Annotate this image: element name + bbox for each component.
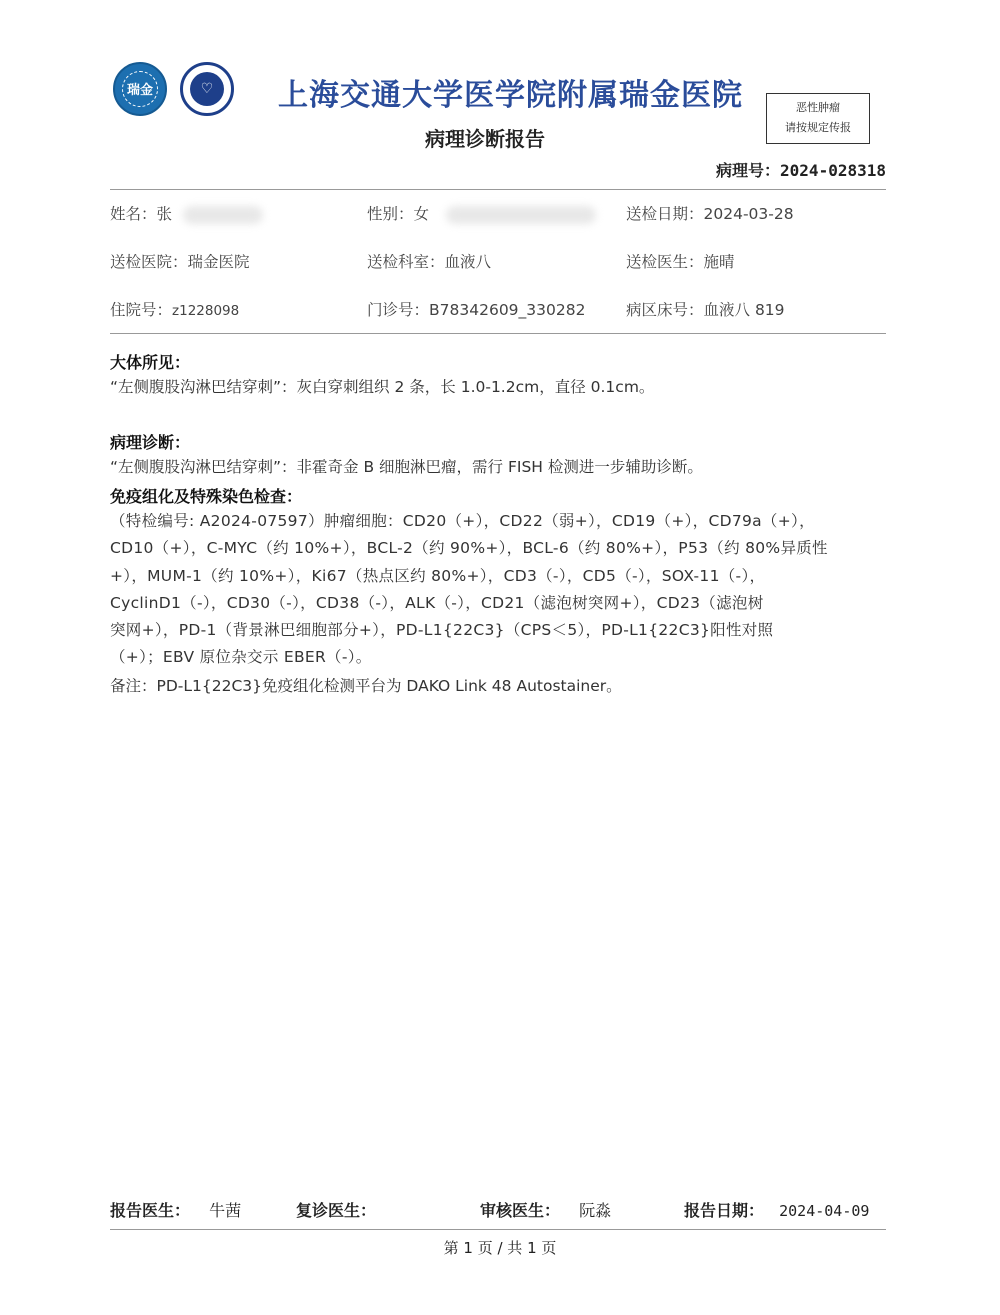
divider-bottom [110,1229,886,1230]
ihc-line: 突网+），PD-1（背景淋巴细胞部分+），PD-L1{22C3}（CPS＜5），PD-L1{22C3}阳性对照 [110,621,774,640]
ihc-title: 免疫组化及特殊染色检查： [110,487,303,506]
diagnosis-title: 病理诊断： [110,433,191,452]
audit-doctor [480,1198,611,1221]
ihc-line: +），MUM-1（约 10%+），Ki67（热点区约 80%+），CD3（-），CD5（-），SOX-11（-）， [110,566,766,585]
patient-name-field [110,202,263,224]
review-doctor [296,1198,376,1221]
sex-value: 女 [413,205,430,223]
stamp-line-2: 请按规定传报 [785,121,851,134]
sending-hospital-field [110,250,250,272]
dept-value: 血液八 [444,253,492,271]
ihc-line: （+）；EBV 原位杂交示 EBER（-）。 [110,648,372,667]
ihc-line: CyclinD1（-），CD30（-），CD38（-），ALK（-），CD21（滤泡树突网+），CD23（滤泡树 [110,593,764,612]
report-doctor [110,1198,241,1221]
gross-findings-title: 大体所见： [110,353,191,372]
doctor-label: 送检医生： [626,253,704,271]
ward-bed-field [626,298,785,320]
bed-value: 血液八 819 [703,301,785,319]
sample-date-label: 送检日期： [626,205,704,223]
malignant-tumor-stamp [766,93,870,144]
inpatient-value: z1228098 [172,303,240,319]
audit-doctor-label: 审核医生： [480,1201,561,1220]
patient-sex-field [367,202,596,224]
name-value: 张 [156,205,173,223]
report-doctor-label: 报告医生： [110,1201,191,1220]
logo-2-text: ♡ [200,81,214,97]
sex-label: 性别： [367,205,414,223]
sample-date-field [626,202,794,224]
sending-doctor-field [626,250,735,272]
bed-label: 病区床号： [626,301,704,319]
divider-info [110,333,886,334]
logo-inner [190,72,224,106]
gross-findings-text: “左侧腹股沟淋巴结穿刺”：灰白穿刺组织 2 条，长 1.0-1.2cm，直径 0.1cm。 [110,378,655,396]
logo-1-text: 瑞金 [126,83,153,98]
audit-doctor-value: 阮淼 [579,1201,612,1220]
redaction-blur [446,206,596,224]
doctor-value: 施晴 [703,253,735,271]
hospital-label: 送检医院： [110,253,188,271]
ruijin-logo-icon [113,62,167,116]
sample-date-value: 2024-03-28 [703,205,794,223]
hospital-value: 瑞金医院 [187,253,250,271]
report-date [684,1198,869,1221]
redaction-blur [183,206,263,224]
medical-school-logo-icon [180,62,234,116]
dept-label: 送检科室： [367,253,445,271]
sending-dept-field [367,250,491,272]
stamp-line-1: 恶性肿瘤 [796,101,840,114]
report-date-value: 2024-04-09 [779,1202,870,1220]
report-date-label: 报告日期： [684,1201,765,1220]
page-indicator: 第 1 页 / 共 1 页 [443,1239,557,1257]
divider-top [110,189,886,190]
note-text: 备注：PD-L1{22C3}免疫组化检测平台为 DAKO Link 48 Autostainer。 [110,677,622,695]
ihc-block [110,508,890,672]
outpatient-value: B78342609_330282 [429,301,586,319]
hospital-name: 上海交通大学医学院附属瑞金医院 [278,78,743,113]
diagnosis-text: “左侧腹股沟淋巴结穿刺”：非霍奇金 B 细胞淋巴瘤，需行 FISH 检测进一步辅助诊断。 [110,458,703,476]
outpatient-label: 门诊号： [367,301,430,319]
report-title: 病理诊断报告 [425,127,545,151]
inpatient-no-field [110,298,239,320]
ihc-line: （特检编号: A2024-07597）肿瘤细胞：CD20（+），CD22（弱+），CD19（+），CD79a（+）， [110,512,815,530]
name-label: 姓名： [110,205,157,223]
pathology-number: 病理号：2024-028318 [716,161,886,180]
report-doctor-value: 牛茜 [209,1201,242,1220]
outpatient-no-field [367,298,585,320]
inpatient-label: 住院号： [110,301,173,319]
review-doctor-label: 复诊医生： [296,1201,377,1220]
ihc-line: CD10（+），C-MYC（约 10%+），BCL-2（约 90%+），BCL-6（约 80%+），P53（约 80%异质性 [110,539,828,558]
